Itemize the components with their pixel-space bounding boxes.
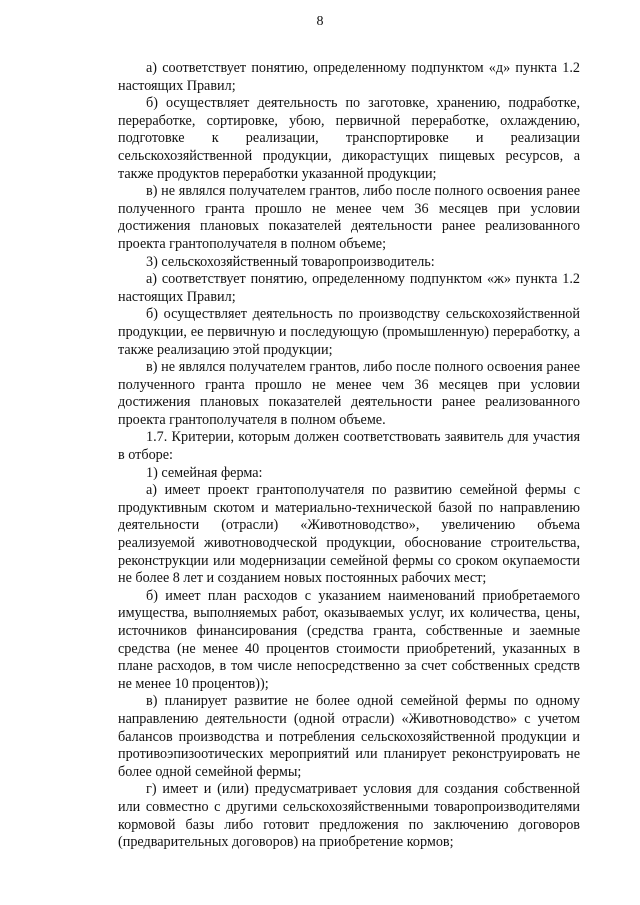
- paragraph: б) осуществляет деятельность по производству сельскохозяйственной продукции, ее первичную и последующую (промышленную) переработку, а также реализацию этой продукции;: [118, 306, 580, 358]
- paragraph: в) не являлся получателем грантов, либо после полного освоения ранее полученного гранта прошло не менее чем 36 месяцев при условии достижения плановых показателей деятельности ранее реализованного проекта грантополучателя в полном объеме;: [118, 183, 580, 252]
- paragraph: в) не являлся получателем грантов, либо после полного освоения ранее полученного гранта прошло не менее чем 36 месяцев при условии достижения плановых показателей деятельности ранее реализованного проекта грантополучателя в полном объеме.: [118, 359, 580, 428]
- paragraph: 1) семейная ферма:: [146, 464, 263, 481]
- paragraph: а) соответствует понятию, определенному подпунктом «д» пункта 1.2 настоящих Правил;: [118, 60, 580, 94]
- paragraph: 3) сельскохозяйственный товаропроизводитель:: [146, 253, 435, 270]
- page-number: 8: [316, 14, 324, 29]
- paragraph: г) имеет и (или) предусматривает условия для создания собственной или совместно с другими сельскохозяйственными товаропроизводителями кормовой базы либо готовит предложения по заключению договоров (предварительных договоров) на приобретение кормов;: [118, 781, 580, 851]
- paragraph: 1.7. Критерии, которым должен соответствовать заявитель для участия в отборе:: [118, 429, 580, 464]
- paragraph: в) планирует развитие не более одной семейной фермы по одному направлению деятельности (одной отрасли) «Животноводство» с учетом балансов производства и потребления сельскохозяйственной продукции и противоэпизоотических мероприятий или планирует реконструировать не более одной семейной фермы;: [118, 693, 580, 780]
- document-body: [118, 60, 580, 852]
- paragraph: б) осуществляет деятельность по заготовке, хранению, подработке, переработке, сортировке, убою, первичной переработке, охлаждению, подготовке к реализации, транспортировке и реализации сельскохозяйственной продукции, дикорастущих пищевых ресурсов, а также продуктов переработки указанной продукции;: [118, 95, 580, 182]
- paragraph: б) имеет план расходов с указанием наименований приобретаемого имущества, выполняемых работ, оказываемых услуг, их количества, цены, источников финансирования (средства гранта, собственные и заемные средства (не менее 40 процентов стоимости приобретений, указанных в плане расходов, в том числе непосредственно за счет собственных средств не менее 10 процентов));: [118, 587, 580, 692]
- paragraph: а) соответствует понятию, определенному подпунктом «ж» пункта 1.2 настоящих Правил;: [118, 271, 580, 305]
- paragraph: а) имеет проект грантополучателя по развитию семейной фермы с продуктивным скотом и материально-технической базой по направлению деятельности (отрасли) «Животноводство», увеличению объема реализуемой животноводческой продукции, обоснование строительства, реконструкции или модернизации семейной фермы со сроком окупаемости не более 8 лет и созданием новых постоянных рабочих мест;: [118, 482, 580, 587]
